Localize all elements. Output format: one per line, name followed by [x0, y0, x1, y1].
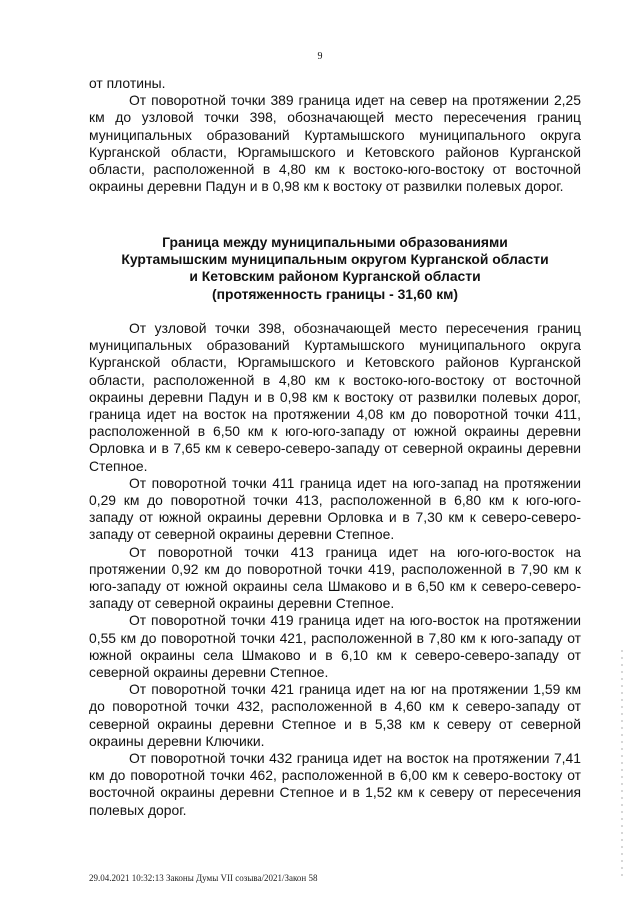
heading-line: Куртамышским муниципальным округом Курганской области [121, 251, 549, 268]
top-text-block [89, 75, 581, 195]
page-number: 9 [317, 51, 323, 62]
paragraph: От поворотной точки 389 граница идет на север на протяжении 2,25 км до узловой точки 398, обозначающей место пересечения границ муниципальных образований Куртамышского муниципального округа Курганской области, Юргамышского и Кетовского районов Курганской области, расположенной в 4,80 км к востоко-юго-востоку от восточной окраины деревни Падун и в 0,98 км к востоку от развилки полевых дорог. [89, 92, 581, 195]
heading-line: Граница между муниципальными образованиями [162, 234, 508, 250]
section-heading [89, 234, 581, 303]
paragraph: От поворотной точки 411 граница идет на юго-запад на протяжении 0,29 км до поворотной точки 413, расположенной в 6,80 км к юго-юго-западу от южной окраины деревни Орловка и в 7,30 км к северо-северо-западу от северной окраины деревни Степное. [89, 474, 581, 543]
paragraph: От поворотной точки 421 граница идет на юг на протяжении 1,59 км до поворотной точки 432, расположенной в 4,60 км к северо-западу от северной окраины деревни Степное и в 5,38 км к северу от северной окраины деревни Ключики. [89, 681, 581, 749]
paragraph: От узловой точки 398, обозначающей место пересечения границ муниципальных образований Куртамышского муниципального округа Курганской области, Юргамышского и Кетовского районов Курганской области, расположенной в 4,80 км к востоко-юго-востоку от восточной окраины деревни Падун и в 0,98 км к востоку от развилки полевых дорог, граница идет на восток на протяжении 4,08 км до поворотной точки 411, расположенной в 6,50 км к юго-юго-западу от южной окраины деревни Орловка и в 7,65 км к северо-северо-западу от северной окраины деревни Степное. [89, 320, 581, 474]
document-footer: 29.04.2021 10:32:13 Законы Думы VII созыва/2021/Закон 58 [89, 873, 318, 883]
paragraph: От поворотной точки 432 граница идет на восток на протяжении 7,41 км до поворотной точки 462, расположенной в 6,00 км к северо-востоку от восточной окраины деревни Степное и в 1,52 км к северу от пересечения полевых дорог. [89, 750, 581, 818]
heading-line: и Кетовским районом Курганской области [189, 268, 481, 285]
main-text-block [89, 320, 581, 819]
heading-line: (протяженность границы - 31,60 км) [211, 285, 459, 302]
margin-scan-marks [621, 650, 623, 880]
paragraph: От поворотной точки 419 граница идет на юго-восток на протяжении 0,55 км до поворотной точки 421, расположенной в 7,80 км к юго-западу от южной окраины села Шмаково и в 6,10 км к северо-северо-западу от северной окраины деревни Степное. [89, 612, 581, 681]
paragraph: От поворотной точки 413 граница идет на юго-юго-восток на протяжении 0,92 км до поворотной точки 419, расположенной в 7,90 км к юго-западу от южной окраины села Шмаково и в 6,50 км к северо-северо-западу от северной окраины деревни Степное. [89, 543, 581, 612]
paragraph-continuation: от плотины. [89, 75, 166, 91]
